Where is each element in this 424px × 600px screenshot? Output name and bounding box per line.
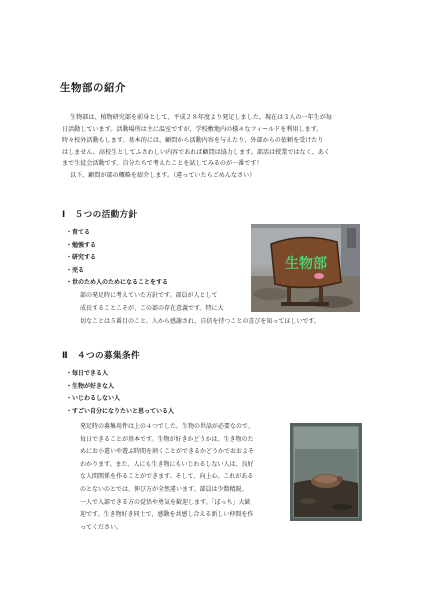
policy-description-wide [80,316,370,329]
intro-line: 生物部は、植物研究部を前身として、平成２８年度より発足しました。現在は３人の一年生が毎 [70,114,332,121]
text-line: のとないのとでは、伸び方が全然違います。部員は少数精鋭。 [80,485,248,493]
list-item: ・いじわるしない人 [66,395,121,403]
text-line: 一人で入部できる方の覚悟や勇気を歓迎します。「ぼっち」大歓 [80,498,251,506]
section-heading-policies: Ⅰ ５つの活動方針 [62,210,138,220]
text-line: わかります。また、人にも生き物にもいじわるしない人は、良好 [80,460,254,468]
list-item: ・売る [66,266,85,274]
list-item: ・生物が好きな人 [66,382,115,390]
list-item: ・世のため人のためになることをする [66,279,169,287]
intro-paragraph [62,112,368,182]
sign-text: 生物部 [285,256,327,272]
page-title: 生物部の紹介 [60,82,126,94]
intro-line: 日活動しています。活動場所は主に温室ですが、学校敷地内の様々なフィールドを利用します。 [62,125,323,133]
intro-line: はしません。高校生としてふさわしい内容であれば顧問は協力します。部活は授業ではなく、あく [62,148,330,156]
terrarium-illustration [290,423,362,521]
text-line: 迎です。生き物好き同士で、感動を共感し合える新しい仲間を作 [80,511,254,519]
text-line: ってください。 [80,523,123,531]
text-line: 成長することこそが、この部の存在意義です。特に大 [80,304,224,312]
intro-line: 時々校外活動もします。基本的には、顧問から活動内容を与えたり、外部からの依頼を受けたり [62,137,324,145]
requirement-description [80,421,285,534]
list-item: ・育てる [66,229,91,236]
text-line: 切なことは５番目のこと。人から感謝され、自信を持つことの喜びを知ってほしいです。 [80,318,320,325]
list-item: ・勉強する [66,241,97,249]
text-line: 毎日できることが基本です。生物が好きかどうかは、生き物のた [80,435,254,443]
policy-description [80,290,280,315]
text-line: めにお小遣いや遊ぶ時間を割くことができるかどうかでおおよそ [80,448,255,456]
text-line: 発足時の募集用件は上の４つでした。生物の世話が必要なので、 [80,423,254,430]
intro-line: まで生徒会活動です。自分たちで考えたことを試してみるのが一番です！ [62,160,263,168]
terrarium-photo [290,423,362,521]
sign-board-illustration [251,224,360,312]
list-item: ・研究する [66,254,97,262]
text-line: な人間関係を作ることができます。そして、向上心。これがある [80,473,254,481]
sign-board-photo [251,224,360,312]
intro-line: 以下、顧問が部の概略を紹介します。（違っていたらごめんなさい） [70,171,256,179]
list-item: ・毎日できる人 [66,370,109,377]
section-heading-requirements: Ⅱ ４つの募集条件 [62,351,141,361]
requirement-list [66,368,174,418]
text-line: 部の発足時に考えていた方針です。部員が人として [80,292,218,299]
policy-list [66,227,168,290]
list-item: ・すごい自分になりたいと思っている人 [66,407,175,415]
